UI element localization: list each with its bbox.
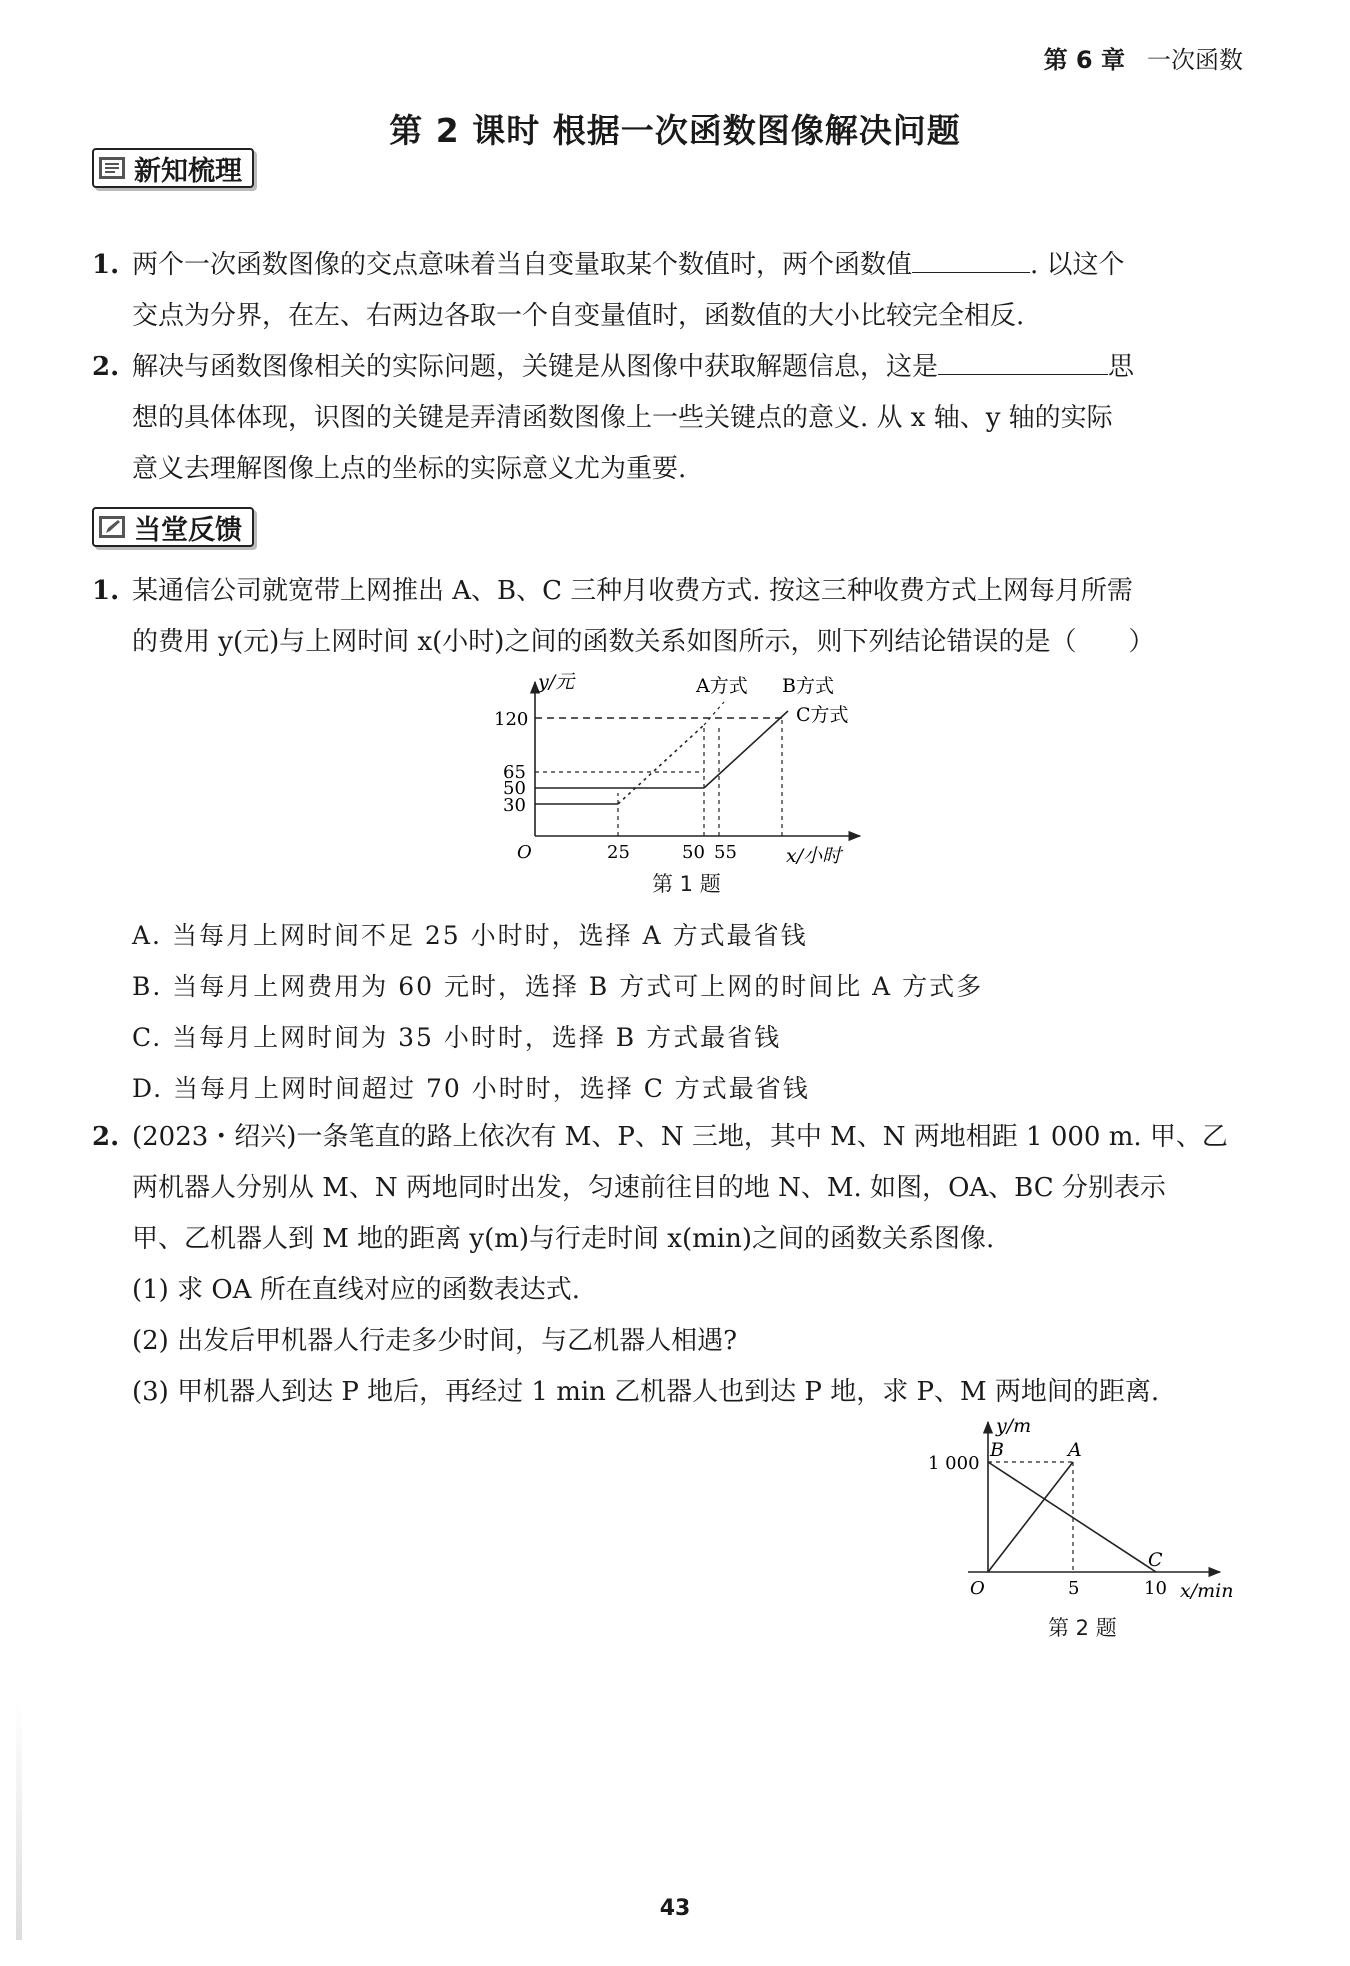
chapter-number: 第 6 章 [1043,46,1125,74]
label-c: C方式 [796,704,849,726]
chart2-caption: 第 2 题 [1048,1616,1117,1640]
lesson-title: 第 2 课时 根据一次函数图像解决问题 [389,111,961,150]
chart-billing-plans [478,668,878,868]
point-b: B [990,1439,1004,1461]
question-number: 2. [92,1122,120,1152]
ytick-120: 120 [494,709,529,730]
answer-blank[interactable] [912,242,1030,273]
question-number: 1. [92,576,120,606]
chart1-xlabel: x/小时 [786,845,842,867]
sub-question-2: (2) 出发后甲机器人行走多少时间，与乙机器人相遇? [132,1326,738,1356]
line-oa [988,1462,1073,1572]
item-text: 想的具体体现，识图的关键是弄清函数图像上一些关键点的意义. 从 x 轴、y 轴的实际 [132,403,1113,433]
xtick-10: 10 [1144,1578,1167,1599]
point-c: C [1148,1549,1163,1571]
question-text: 两机器人分别从 M、N 两地同时出发，匀速前往目的地 N、M. 如图，OA、BC 分别表示 [132,1173,1166,1203]
chart2-xlabel: x/min [1180,1580,1234,1602]
ytick-1000: 1 000 [928,1453,980,1474]
line-a-rise [618,725,704,804]
chapter-header [1044,40,1243,75]
xtick-55: 55 [714,842,737,863]
sub-question-3: (3) 甲机器人到达 P 地后，再经过 1 min 乙机器人也到达 P 地，求 P、M 两地间的距离. [132,1377,1160,1407]
section-feedback [92,507,254,547]
ytick-65: 65 [503,762,526,783]
pencil-note-icon [98,514,126,540]
page-number: 43 [659,1896,691,1921]
book-icon [98,155,126,181]
question-text: 的费用 y(元)与上网时间 x(小时)之间的函数关系如图所示，则下列结论错误的是（ ） [132,627,1155,657]
chart2-origin: O [970,1578,985,1599]
xtick-5: 5 [1068,1578,1080,1599]
section-title: 新知梳理 [134,155,242,187]
chart1-caption: 第 1 题 [652,872,721,896]
item-text: 解决与函数图像相关的实际问题，关键是从图像中获取解题信息，这是 [132,352,939,382]
knowledge-item-2 [92,342,1252,495]
section-title: 当堂反馈 [134,514,242,546]
item-text: 意义去理解图像上点的坐标的实际意义尤为重要. [132,454,687,484]
question-text: 某通信公司就宽带上网推出 A、B、C 三种月收费方式. 按这三种收费方式上网每月所需 [132,576,1133,606]
item-number: 2. [92,352,120,382]
question-text: (2023・绍兴)一条笔直的路上依次有 M、P、N 三地，其中 M、N 两地相距 1 000 m. 甲、乙 [132,1122,1228,1152]
option-b[interactable]: B. 当每月上网费用为 60 元时，选择 B 方式可上网的时间比 A 方式多 [132,972,984,1001]
label-a: A方式 [696,675,748,697]
chart-robot-distance [918,1412,1248,1612]
xtick-25: 25 [607,842,630,863]
ytick-30: 30 [503,795,526,816]
line-b-rise [704,711,788,788]
question-1 [92,566,1252,668]
chart1-ylabel: y/元 [538,671,575,693]
item-text: . 以这个 [1030,250,1125,280]
sub-question-1: (1) 求 OA 所在直线对应的函数表达式. [132,1275,580,1305]
option-d[interactable]: D. 当每月上网时间超过 70 小时时，选择 C 方式最省钱 [132,1074,810,1103]
chart2-ylabel: y/m [996,1415,1032,1437]
section-new-knowledge [92,148,254,188]
chart1-origin: O [517,842,532,863]
item-text: 两个一次函数图像的交点意味着当自变量取某个数值时，两个函数值 [132,250,913,280]
item-text: 思 [1108,352,1135,382]
line-bc [988,1462,1156,1572]
question-2 [92,1112,1252,1418]
ytick-50: 50 [503,778,526,799]
knowledge-item-1 [92,240,1252,342]
option-c[interactable]: C. 当每月上网时间为 35 小时时，选择 B 方式最省钱 [132,1023,782,1052]
xtick-50: 50 [682,842,705,863]
answer-blank[interactable] [938,344,1108,375]
question-text: 甲、乙机器人到 M 地的距离 y(m)与行走时间 x(min)之间的函数关系图像. [132,1224,995,1254]
chapter-topic: 一次函数 [1147,46,1243,74]
label-b: B方式 [782,675,834,697]
point-a: A [1068,1439,1082,1461]
item-text: 交点为分界，在左、右两边各取一个自变量值时，函数值的大小比较完全相反. [132,301,1025,331]
item-number: 1. [92,250,120,280]
line-a-ext [704,702,724,725]
option-a[interactable]: A. 当每月上网时间不足 25 小时时，选择 A 方式最省钱 [132,921,808,950]
